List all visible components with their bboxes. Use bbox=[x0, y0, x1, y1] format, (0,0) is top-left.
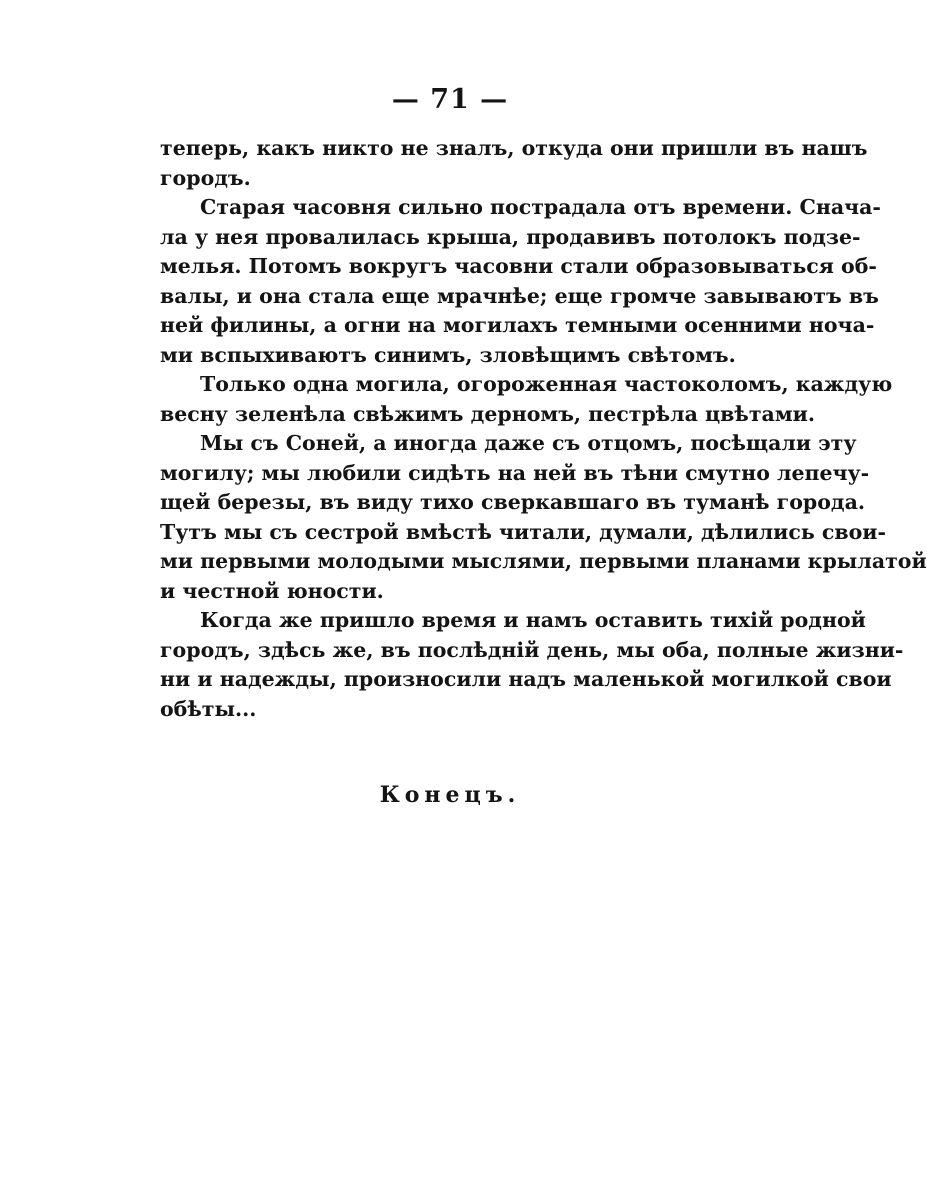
text-line: ми вспыхиваютъ синимъ, зловѣщимъ свѣтомъ. bbox=[160, 342, 736, 367]
text-line: могилу; мы любили сидѣть на ней въ тѣни смутно лепечу- bbox=[160, 460, 870, 485]
text-line: весну зеленѣла свѣжимъ дерномъ, пестрѣла цвѣтами. bbox=[160, 401, 815, 426]
body-text bbox=[160, 134, 927, 724]
text-line: ни и надежды, произносили надъ маленькой могилкой свои bbox=[160, 667, 892, 691]
text-line: и честной юности. bbox=[160, 578, 384, 603]
text-line: городъ, здѣсь же, въ послѣдній день, мы оба, полные жизни- bbox=[160, 637, 904, 662]
text-line: Старая часовня сильно пострадала отъ времени. Снача- bbox=[200, 195, 881, 219]
text-line: городъ. bbox=[160, 165, 251, 190]
text-line: валы, и она стала еще мрачнѣе; еще громче завываютъ въ bbox=[160, 283, 879, 308]
text-line: Мы съ Соней, а иногда даже съ отцомъ, посѣщали эту bbox=[200, 431, 857, 455]
text-line: теперь, какъ никто не зналъ, откуда они пришли въ нашъ bbox=[160, 136, 868, 160]
ending-title: Конецъ. bbox=[379, 782, 521, 808]
text-line: ми первыми молодыми мыслями, первыми планами крылатой bbox=[160, 549, 927, 573]
text-line: ла у нея провалилась крыша, продавивъ потолокъ подзе- bbox=[160, 224, 861, 249]
text-line: обѣты... bbox=[160, 696, 257, 721]
text-line: щей березы, въ виду тихо сверкавшаго въ туманѣ города. bbox=[160, 490, 866, 514]
text-line: Тутъ мы съ сестрой вмѣстѣ читали, думали, дѣлились свои- bbox=[160, 519, 887, 544]
page-number: — 71 — bbox=[391, 84, 509, 115]
text-line: Только одна могила, огороженная частоколомъ, каждую bbox=[200, 372, 893, 396]
text-line: мелья. Потомъ вокругъ часовни стали образовываться об- bbox=[160, 254, 877, 278]
text-line: ней филины, а огни на могилахъ темными осенними ноча- bbox=[160, 313, 875, 337]
text-line: Когда же пришло время и намъ оставить тихій родной bbox=[200, 608, 866, 632]
